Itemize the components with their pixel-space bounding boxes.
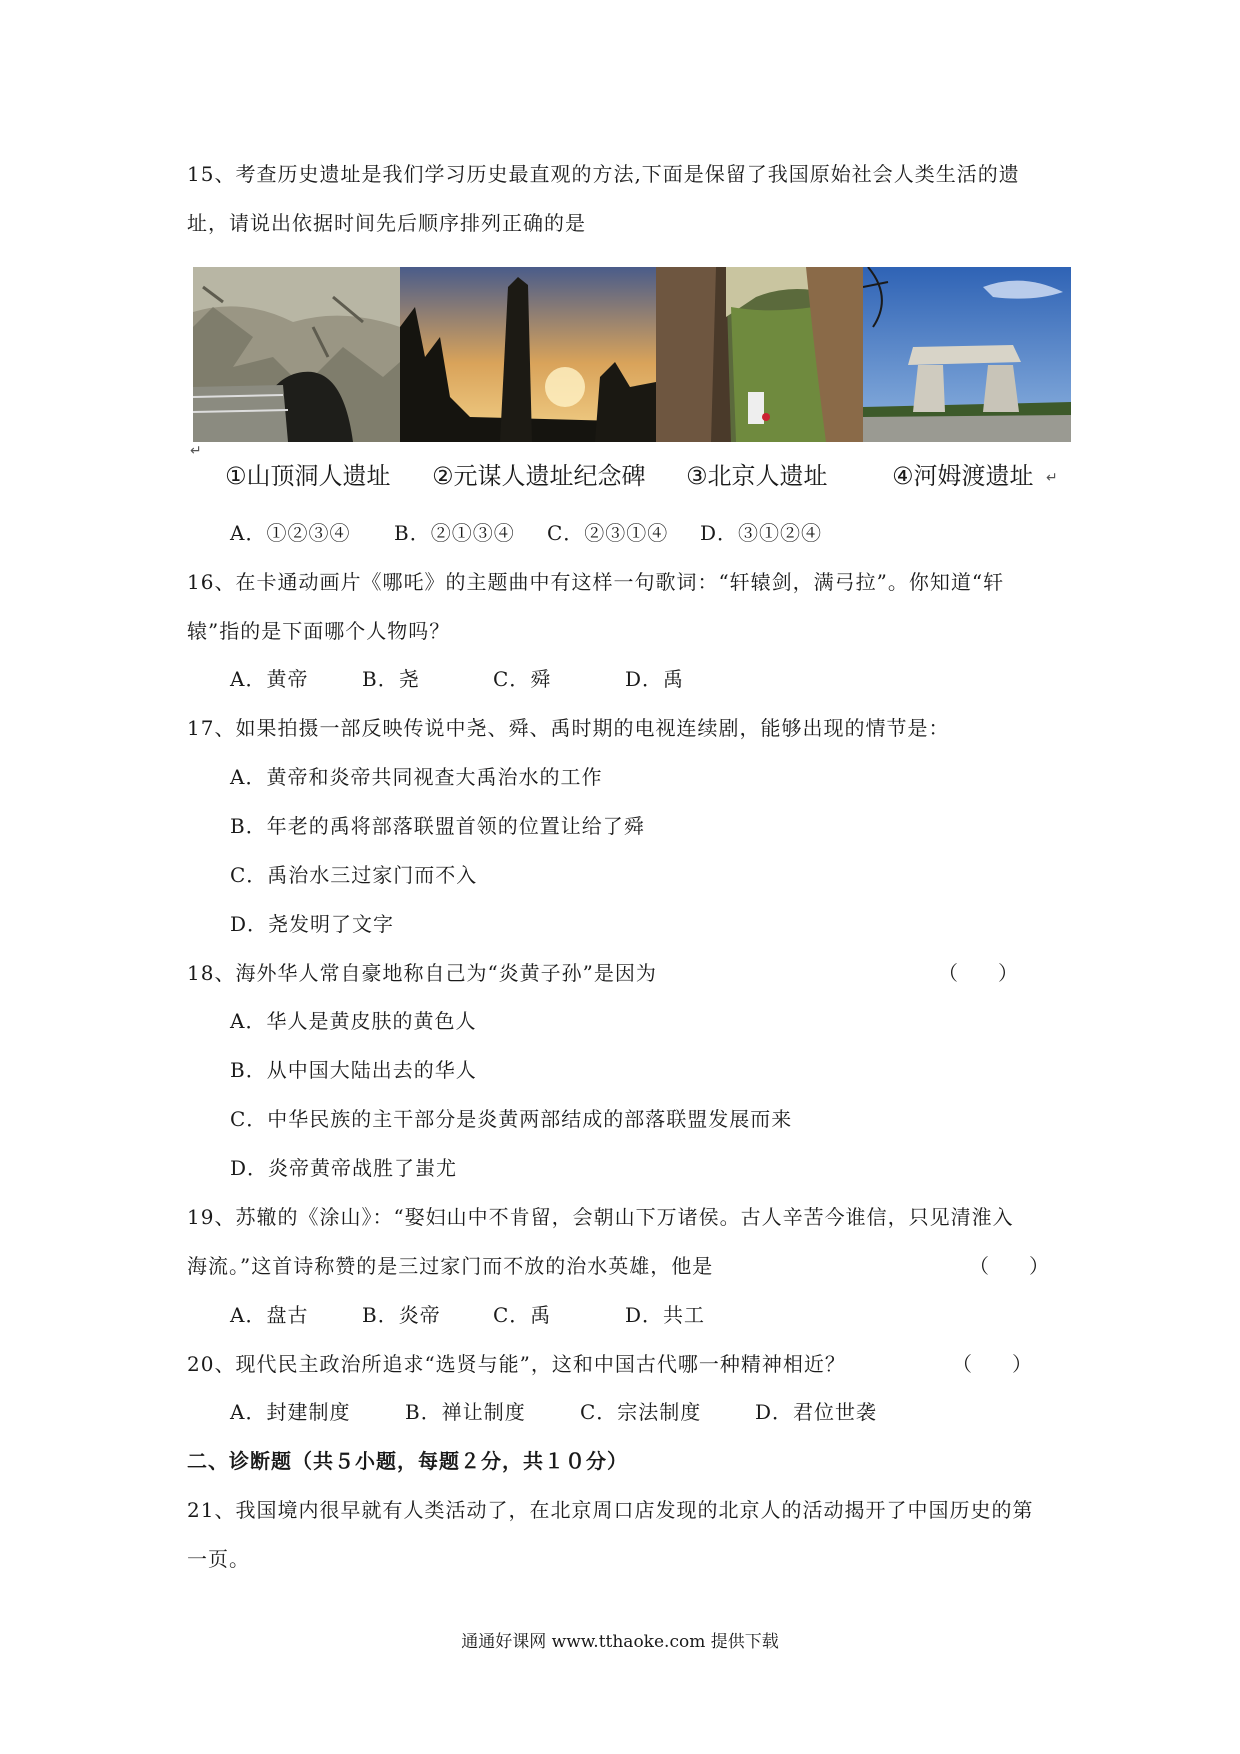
- q21-stem-line2: 一页。: [187, 1547, 250, 1571]
- q19-option-a[interactable]: A．盘古: [230, 1303, 309, 1327]
- q20-option-b[interactable]: B．禅让制度: [405, 1400, 526, 1424]
- q15-option-d[interactable]: D．③①②④: [700, 521, 823, 545]
- page-footer: 通通好课网 www.tthaoke.com 提供下载: [461, 1632, 779, 1652]
- q19-option-b[interactable]: B．炎帝: [362, 1303, 441, 1327]
- q20-option-c[interactable]: C．宗法制度: [580, 1400, 702, 1424]
- q20-option-a[interactable]: A．封建制度: [230, 1400, 351, 1424]
- q19-option-c[interactable]: C．禹: [493, 1303, 552, 1327]
- return-mark: ↵: [1046, 470, 1058, 486]
- q16-stem-line2: 辕”指的是下面哪个人物吗？: [187, 619, 451, 643]
- q15-option-b[interactable]: B．②①③④: [394, 521, 515, 545]
- q16-options: [230, 665, 684, 693]
- q17-option-c[interactable]: C．禹治水三过家门而不入: [230, 863, 478, 887]
- caption-peking-man: ③北京人遗址: [686, 462, 828, 490]
- section-2-heading: 二、诊断题（共５小题，每题２分，共１０分）: [187, 1449, 628, 1473]
- q17-option-b[interactable]: B．年老的禹将部落联盟首领的位置让给了舜: [230, 814, 645, 838]
- q18-option-d[interactable]: D．炎帝黄帝战胜了蚩尤: [230, 1156, 458, 1180]
- q21-stem-line1: 21、我国境内很早就有人类活动了，在北京周口店发现的北京人的活动揭开了中国历史的第: [187, 1498, 1034, 1522]
- q19-options: [230, 1301, 705, 1329]
- q15-option-a[interactable]: A．①②③④: [230, 521, 351, 545]
- q15-option-c[interactable]: C．②③①④: [547, 521, 669, 545]
- q18-option-b[interactable]: B．从中国大陆出去的华人: [230, 1058, 477, 1082]
- q19-option-d[interactable]: D．共工: [625, 1303, 706, 1327]
- q17-option-d[interactable]: D．尧发明了文字: [230, 912, 395, 936]
- peking-man-site-photo: [656, 267, 863, 442]
- q16-option-b[interactable]: B．尧: [362, 667, 420, 691]
- q17-stem: 17、如果拍摄一部反映传说中尧、舜、禹时期的电视连续剧，能够出现的情节是：: [187, 716, 950, 740]
- q15-options: [230, 519, 822, 547]
- shandingdong-cave-photo: [193, 267, 400, 442]
- q18-stem: 18、海外华人常自豪地称自己为“炎黄子孙”是因为: [187, 961, 657, 985]
- hemudu-site-photo: [863, 267, 1071, 442]
- q19-stem-line1: 19、苏辙的《涂山》：“娶妇山中不肯留，会朝山下万诸侯。古人辛苦今谁信，只见清淮入: [187, 1205, 1014, 1229]
- q20-stem: 20、现代民主政治所追求“选贤与能”，这和中国古代哪一种精神相近？: [187, 1352, 846, 1376]
- q17-option-a[interactable]: A．黄帝和炎帝共同视查大禹治水的工作: [230, 765, 603, 789]
- caption-yuanmou: ②元谋人遗址纪念碑: [432, 462, 646, 490]
- site-photos: [193, 267, 1071, 442]
- q19-stem-line2: 海流。”这首诗称赞的是三过家门而不放的治水英雄，他是: [187, 1254, 714, 1278]
- q15-stem-line1: 15、考查历史遗址是我们学习历史最直观的方法,下面是保留了我国原始社会人类生活的遗: [187, 162, 1020, 186]
- q20-options: [230, 1398, 877, 1426]
- q18-answer-paren[interactable]: （ ）: [938, 961, 1018, 985]
- q20-answer-paren[interactable]: （ ）: [952, 1352, 1032, 1376]
- yuanmou-monument-photo: [400, 267, 656, 442]
- q18-option-a[interactable]: A．华人是黄皮肤的黄色人: [230, 1009, 477, 1033]
- return-mark: ↵: [190, 443, 202, 459]
- q16-stem-line1: 16、在卡通动画片《哪吒》的主题曲中有这样一句歌词：“轩辕剑，满弓拉”。你知道“轩: [187, 570, 1005, 594]
- caption-shandingdong: ①山顶洞人遗址: [225, 462, 391, 490]
- q19-answer-paren[interactable]: （ ）: [969, 1254, 1049, 1278]
- q16-option-c[interactable]: C．舜: [493, 667, 552, 691]
- q16-option-a[interactable]: A．黄帝: [230, 667, 309, 691]
- q18-option-c[interactable]: C．中华民族的主干部分是炎黄两部结成的部落联盟发展而来: [230, 1107, 793, 1131]
- q20-option-d[interactable]: D．君位世袭: [755, 1400, 878, 1424]
- q15-stem-line2: 址，请说出依据时间先后顺序排列正确的是: [187, 211, 586, 235]
- caption-hemudu: ④河姆渡遗址: [892, 462, 1034, 490]
- q16-option-d[interactable]: D．禹: [625, 667, 685, 691]
